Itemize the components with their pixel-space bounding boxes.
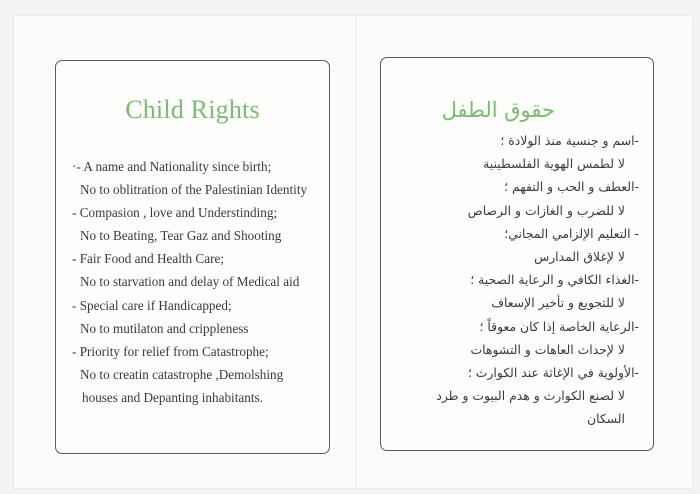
arabic-line: -الأولوية في الإغاثة عند الكوارث ؛ <box>467 365 639 381</box>
english-line: No to starvation and delay of Medical aid <box>80 274 300 290</box>
english-line: - Special care if Handicapped; <box>72 297 232 313</box>
english-line: No to oblitration of the Palestinian Identity <box>80 182 308 198</box>
english-line: - Fair Food and Health Care; <box>72 251 224 267</box>
arabic-line: -اسم و جنسية منذ الولادة ؛ <box>500 133 639 148</box>
arabic-line: لا للضرب و الغازات و الرصاص <box>467 202 625 218</box>
english-rights-list <box>66 155 328 409</box>
arabic-line: السكان <box>587 411 625 427</box>
arabic-line: -العطف و الحب و التفهم ؛ <box>504 179 639 195</box>
english-line: No to mutilaton and crippleness <box>80 320 249 336</box>
arabic-line: لا لطمس الهوية الفلسطينية <box>483 156 625 172</box>
center-fold <box>355 16 357 488</box>
english-line: - Priority for relief from Catastrophe; <box>72 343 269 359</box>
arabic-line: لا لإغلاق المدارس <box>534 249 625 265</box>
english-panel <box>55 60 330 454</box>
card-sheet <box>14 16 692 488</box>
arabic-line: لا للتجويع و تأخير الإسعاف <box>491 295 625 311</box>
arabic-rights-list <box>394 129 639 431</box>
arabic-line: - التعليم الإلزامي المجاني؛ <box>504 225 639 241</box>
arabic-line: -الرعاية الخاصة إذا كان معوقاً ؛ <box>479 318 639 334</box>
english-line: No to creatin catastrophe ,Demolshing <box>80 366 284 382</box>
arabic-panel <box>380 57 654 451</box>
english-line: houses and Depanting inhabitants. <box>82 389 263 405</box>
arabic-title: حقوق الطفل <box>441 98 555 122</box>
english-line: - Compasion , love and Understinding; <box>72 205 278 221</box>
english-title: Child Rights <box>125 95 260 124</box>
english-line: ·- A name and Nationality since birth; <box>72 159 272 174</box>
arabic-line: -الغذاء الكافي و الرعاية الصحية ؛ <box>470 272 639 288</box>
english-line: No to Beating, Tear Gaz and Shooting <box>80 228 282 244</box>
arabic-line: لا لإحداث العاهات و التشوهات <box>470 341 625 357</box>
arabic-line: لا لصنع الكوارث و هدم البيوت و طرد <box>436 388 625 404</box>
